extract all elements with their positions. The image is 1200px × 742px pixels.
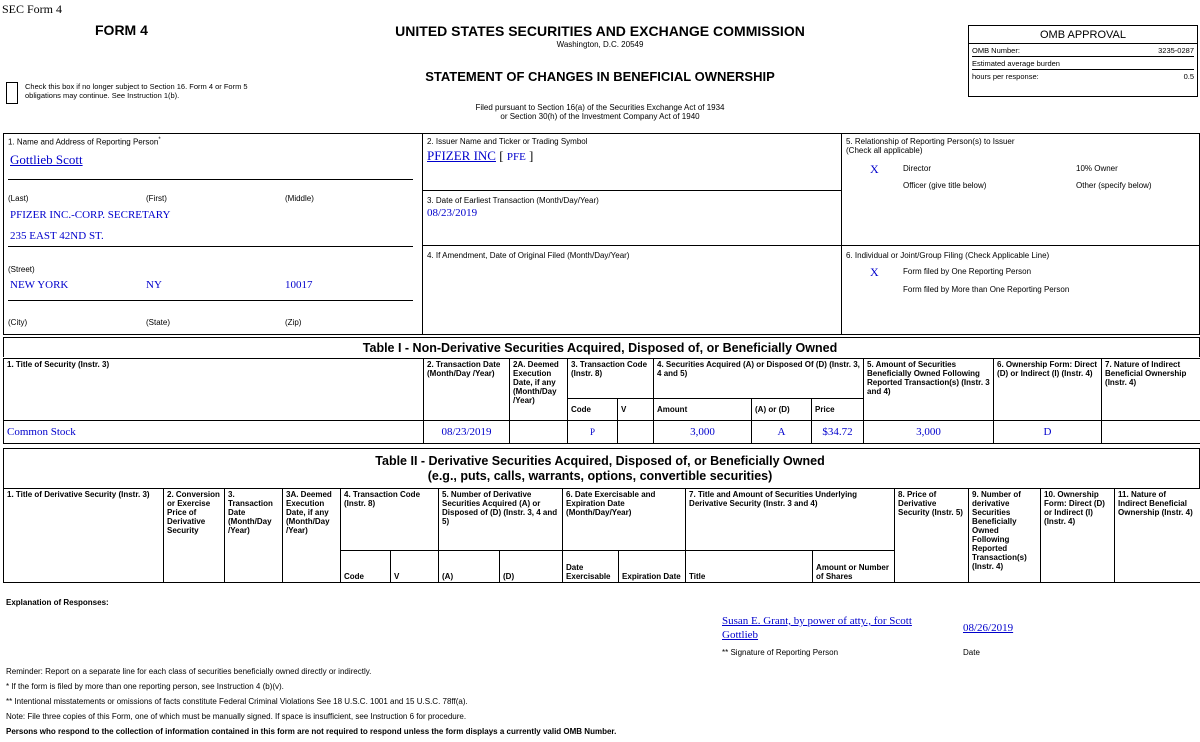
- t1-v: [618, 421, 654, 444]
- section16-checkbox[interactable]: [6, 82, 18, 104]
- t2-h-nature: 11. Nature of Indirect Beneficial Ownership (Instr. 4): [1115, 489, 1200, 583]
- filed-pursuant-2: or Section 30(h) of the Investment Company Act of 1940: [500, 112, 700, 121]
- address-line-2: 235 EAST 42ND ST.: [10, 230, 104, 242]
- table-row: [4, 421, 1200, 444]
- person-label: 1. Name and Address of Reporting Person*: [8, 137, 161, 147]
- t2-h-number-owned: 9. Number of derivative Securities Beneficially Owned Following Reported Transaction(s) (Instr. 4): [969, 489, 1041, 583]
- ten-pct-owner-label: 10% Owner: [1076, 164, 1118, 173]
- t2-h-conversion: 2. Conversion or Exercise Price of Derivative Security: [164, 489, 225, 583]
- signature-date[interactable]: 08/26/2019: [963, 622, 1014, 634]
- t1-h-amount: Amount: [654, 399, 752, 421]
- t1-transaction-date: 08/23/2019: [424, 421, 510, 444]
- t2-h-exercisable: 6. Date Exercisable and Expiration Date (Month/Day/Year): [563, 489, 686, 551]
- t2-h-title-sub: Title: [686, 551, 813, 583]
- t1-nature: [1102, 421, 1200, 444]
- t1-h-v: V: [618, 399, 654, 421]
- relationship-label: 5. Relationship of Reporting Person(s) to Issuer: [846, 137, 1015, 146]
- note-three-copies: Note: File three copies of this Form, one of which must be manually signed. If space is insufficient, see Instruction 6 for procedure.: [6, 712, 467, 721]
- explanation-label: Explanation of Responses:: [6, 598, 109, 607]
- agency-title: UNITED STATES SECURITIES AND EXCHANGE COMMISSION: [395, 23, 805, 39]
- omb-approval-box: [968, 25, 1198, 97]
- t2-h-deemed: 3A. Deemed Execution Date, if any (Month/Day /Year): [283, 489, 341, 583]
- sec-form-label: SEC Form 4: [2, 2, 63, 16]
- t1-h-amount-owned: 5. Amount of Securities Beneficially Owned Following Reported Transaction(s) (Instr. 3 and 4): [864, 359, 994, 421]
- t2-h-v: V: [391, 551, 439, 583]
- last-label: (Last): [8, 194, 29, 203]
- t2-h-title: 1. Title of Derivative Security (Instr. 3): [4, 489, 164, 583]
- t1-price: $34.72: [812, 421, 864, 444]
- table1: [3, 358, 1200, 444]
- t2-h-code: 4. Transaction Code (Instr. 8): [341, 489, 439, 551]
- earliest-date-label: 3. Date of Earliest Transaction (Month/Day/Year): [427, 196, 599, 205]
- t2-h-a: (A): [439, 551, 500, 583]
- issuer-name-link[interactable]: PFIZER INC: [427, 148, 496, 163]
- footnote-double-asterisk: ** Intentional misstatements or omissions of facts constitute Federal Criminal Violations See 18 U.S.C. 1001 and 15 U.S.C. 78ff(a).: [6, 697, 468, 706]
- street-label: (Street): [8, 265, 35, 274]
- t1-h-price: Price: [812, 399, 864, 421]
- t1-h-acquired: 4. Securities Acquired (A) or Disposed Of (D) (Instr. 3, 4 and 5): [654, 359, 864, 399]
- t2-h-underlying: 7. Title and Amount of Securities Underlying Derivative Security (Instr. 3 and 4): [686, 489, 895, 551]
- filing-one-label: Form filed by One Reporting Person: [903, 267, 1032, 276]
- reminder-note: Reminder: Report on a separate line for each class of securities beneficially owned directly or indirectly.: [6, 667, 372, 676]
- address-line-1: PFIZER INC.-CORP. SECRETARY: [10, 209, 171, 221]
- t2-h-code-sub: Code: [341, 551, 391, 583]
- t1-h-code: 3. Transaction Code (Instr. 8): [568, 359, 654, 399]
- t1-owned: 3,000: [864, 421, 994, 444]
- omb-notice: Persons who respond to the collection of information contained in this form are not required to respond unless the form displays a currently valid OMB Number.: [6, 727, 617, 736]
- zip-value: 10017: [285, 279, 313, 291]
- t1-h-aord: (A) or (D): [752, 399, 812, 421]
- t2-h-number: 5. Number of Derivative Securities Acquired (A) or Disposed of (D) (Instr. 3, 4 and 5): [439, 489, 563, 551]
- t1-h-title: 1. Title of Security (Instr. 3): [4, 359, 424, 421]
- state-label: (State): [146, 318, 171, 327]
- relationship-sub: (Check all applicable): [846, 146, 923, 155]
- signature-label: ** Signature of Reporting Person: [722, 648, 839, 657]
- earliest-date-value: 08/23/2019: [427, 207, 478, 219]
- t2-h-exp: Expiration Date: [619, 551, 686, 583]
- person-name-link[interactable]: Gottlieb Scott: [10, 152, 83, 167]
- ticker-symbol: PFE: [506, 151, 526, 163]
- t2-h-amount: Amount or Number of Shares: [813, 551, 895, 583]
- omb-hours-row: [972, 70, 1194, 83]
- city-label: (City): [8, 318, 28, 327]
- omb-number-row: [972, 44, 1194, 57]
- t2-h-date: 3. Transaction Date (Month/Day /Year): [225, 489, 283, 583]
- date-label: Date: [963, 648, 980, 657]
- signature-link[interactable]: Susan E. Grant, by power of atty., for Scott Gottlieb: [722, 615, 912, 641]
- middle-label: (Middle): [285, 194, 314, 203]
- table2: [3, 488, 1200, 583]
- reporting-section: [3, 133, 1200, 335]
- omb-number-label: OMB Number:: [972, 46, 1020, 55]
- city-value: NEW YORK: [10, 279, 69, 291]
- omb-hours-label: hours per response:: [972, 72, 1039, 81]
- omb-number-value: 3235-0287: [1158, 46, 1194, 55]
- statement-title: STATEMENT OF CHANGES IN BENEFICIAL OWNERSHIP: [425, 69, 775, 84]
- filing-label: 6. Individual or Joint/Group Filing (Check Applicable Line): [846, 251, 1050, 260]
- filed-pursuant-1: Filed pursuant to Section 16(a) of the Securities Exchange Act of 1934: [475, 103, 725, 112]
- t1-h-code-sub: Code: [568, 399, 618, 421]
- footnote-single-asterisk: * If the form is filed by more than one reporting person, see Instruction 4 (b)(v).: [6, 682, 284, 691]
- t1-code: P: [568, 421, 618, 444]
- zip-label: (Zip): [285, 318, 302, 327]
- t1-deemed-date: [510, 421, 568, 444]
- issuer-line: PFIZER INC [ PFE ]: [427, 148, 534, 163]
- omb-hours-value: 0.5: [1183, 72, 1194, 81]
- t1-h-nature: 7. Nature of Indirect Beneficial Ownership (Instr. 4): [1102, 359, 1200, 421]
- first-label: (First): [146, 194, 167, 203]
- table2-subtitle: (e.g., puts, calls, warrants, options, convertible securities): [427, 469, 773, 483]
- issuer-label: 2. Issuer Name and Ticker or Trading Symbol: [427, 137, 588, 146]
- form-number: FORM 4: [95, 22, 148, 38]
- t1-security-title: Common Stock: [4, 421, 424, 444]
- t1-form: D: [994, 421, 1102, 444]
- director-label: Director: [903, 164, 932, 173]
- filing-mark: X: [870, 265, 879, 279]
- filing-more-label: Form filed by More than One Reporting Person: [903, 285, 1070, 294]
- omb-title: OMB APPROVAL: [969, 26, 1197, 44]
- t2-h-d: (D): [500, 551, 563, 583]
- other-label: Other (specify below): [1076, 181, 1152, 190]
- t2-h-price: 8. Price of Derivative Security (Instr. 5): [895, 489, 969, 583]
- officer-label: Officer (give title below): [903, 181, 987, 190]
- t1-h-date: 2. Transaction Date (Month/Day /Year): [424, 359, 510, 421]
- t2-h-ownership-form: 10. Ownership Form: Direct (D) or Indirect (I) (Instr. 4): [1041, 489, 1115, 583]
- agency-location: Washington, D.C. 20549: [556, 40, 644, 49]
- table2-title: Table II - Derivative Securities Acquired, Disposed of, or Beneficially Owned: [375, 454, 825, 468]
- checkbox-text: Check this box if no longer subject to Section 16. Form 4 or Form 5 obligations may continue. See Instruction 1(b).: [25, 82, 248, 100]
- t2-h-date-ex: Date Exercisable: [563, 551, 619, 583]
- state-value: NY: [146, 279, 162, 291]
- t1-h-deemed: 2A. Deemed Execution Date, if any (Month/Day /Year): [510, 359, 568, 421]
- omb-burden-label: Estimated average burden: [972, 59, 1060, 68]
- table1-title: Table I - Non-Derivative Securities Acquired, Disposed of, or Beneficially Owned: [362, 341, 838, 355]
- amendment-label: 4. If Amendment, Date of Original Filed (Month/Day/Year): [427, 251, 630, 260]
- director-mark: X: [870, 162, 879, 176]
- t1-amount: 3,000: [654, 421, 752, 444]
- t1-aord: A: [752, 421, 812, 444]
- t1-h-ownership-form: 6. Ownership Form: Direct (D) or Indirect (I) (Instr. 4): [994, 359, 1102, 421]
- omb-burden-row: [972, 57, 1194, 70]
